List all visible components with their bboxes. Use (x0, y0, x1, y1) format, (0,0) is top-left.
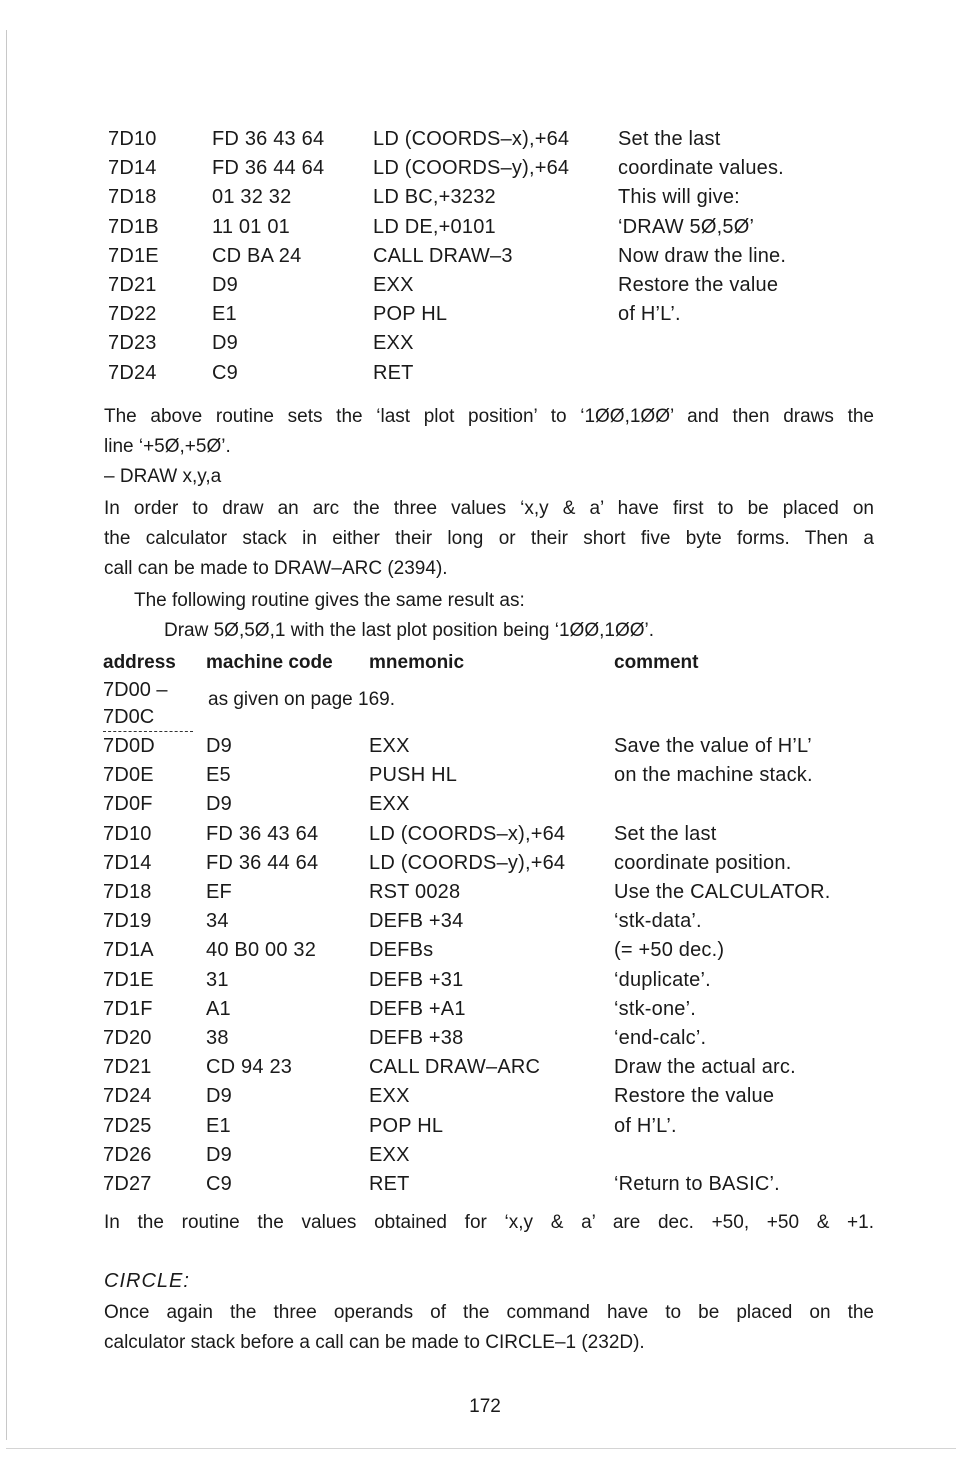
address-cell: 7D27 (103, 1173, 152, 1195)
listing-row (0, 153, 970, 183)
listing-row (0, 1023, 970, 1053)
machine-code-cell: CD 94 23 (206, 1056, 293, 1079)
listing-row (0, 299, 970, 329)
comment-cell: ‘stk-one’. (614, 997, 697, 1020)
mnemonic-cell: LD BC,+3232 (373, 186, 496, 209)
listing-row (0, 760, 970, 790)
comment-cell: Restore the value (618, 274, 779, 296)
header-comment: comment (614, 652, 699, 673)
machine-code-cell: FD 36 43 64 (212, 128, 325, 150)
listing-row (0, 1111, 970, 1141)
comment-cell: of H’L’. (618, 303, 681, 326)
address-cell: 7D21 (103, 1056, 152, 1079)
machine-code-cell: D9 (206, 793, 232, 816)
address-cell: 7D23 (108, 332, 157, 355)
listing-row (0, 877, 970, 907)
address-cell: 7D14 (108, 157, 157, 180)
comment-cell: ‘Return to BASIC’. (614, 1173, 780, 1195)
comment-cell: ‘end-calc’. (614, 1027, 707, 1049)
address-cell: 7D1A (103, 939, 154, 962)
address-cell: 7D22 (108, 303, 157, 326)
address-cell: 7D1E (103, 968, 154, 991)
machine-code-cell: C9 (212, 361, 238, 384)
mnemonic-cell: RST 0028 (369, 881, 461, 903)
machine-code-cell: E1 (212, 303, 237, 326)
address-cell: 7D10 (108, 128, 157, 150)
comment-cell: Now draw the line. (618, 244, 787, 267)
machine-code-cell: 01 32 32 (212, 186, 292, 209)
address-cell: 7D14 (103, 851, 152, 874)
address-cell: 7D18 (103, 881, 152, 903)
address-cell: 7D18 (108, 186, 157, 209)
header-mnemonic: mnemonic (369, 652, 465, 673)
address-cell: 7D21 (108, 274, 157, 296)
page-bottom-edge (6, 1448, 956, 1449)
listing-row (0, 819, 970, 849)
paragraph-arc-values (104, 1208, 874, 1238)
listing-row (0, 994, 970, 1024)
text-line: In the routine the values obtained for ‘x,y & a’ are dec. +50, +50 & +1. (104, 1212, 874, 1233)
comment-cell: Restore the value (614, 1085, 775, 1108)
page-number: 172 (469, 1396, 501, 1417)
header-machine-code: machine code (206, 652, 333, 673)
listing-row (0, 935, 970, 965)
address-cell: 7D0F (103, 793, 153, 816)
listing-row (0, 1140, 970, 1170)
mnemonic-cell: LD DE,+0101 (373, 215, 496, 238)
comment-cell: Set the last (618, 128, 721, 150)
draw-arc-label: – DRAW x,y,a (104, 466, 222, 487)
paragraph-draw-line-explanation (104, 402, 874, 462)
mnemonic-cell: EXX (373, 332, 414, 355)
range-note: as given on page 169. (208, 689, 395, 710)
text-line: In order to draw an arc the three values ‘x,y & a’ have first to be placed on (104, 498, 874, 519)
mnemonic-cell: DEFBs (369, 939, 434, 962)
address-cell: 7D1B (108, 215, 159, 238)
address-cell: 7D0E (103, 764, 154, 787)
mnemonic-cell: LD (COORDS–x),+64 (373, 128, 570, 150)
mnemonic-cell: CALL DRAW–3 (373, 244, 513, 267)
machine-code-cell: D9 (212, 274, 238, 296)
machine-code-cell: 40 B0 00 32 (206, 939, 317, 962)
comment-cell: of H’L’. (614, 1114, 677, 1137)
comment-cell: (= +50 dec.) (614, 939, 725, 962)
address-cell: 7D26 (103, 1143, 152, 1166)
address-cell: 7D24 (108, 361, 157, 384)
machine-code-cell: FD 36 44 64 (212, 157, 325, 180)
text-line: call can be made to DRAW–ARC (2394). (104, 558, 448, 579)
machine-code-cell: D9 (206, 735, 232, 757)
draw-example: Draw 5Ø,5Ø,1 with the last plot position being ‘1ØØ,1ØØ’. (164, 620, 655, 641)
machine-code-cell: EF (206, 881, 232, 903)
listing-row (0, 848, 970, 878)
listing-row (0, 1052, 970, 1082)
header-address: address (103, 652, 176, 673)
comment-cell: Use the CALCULATOR. (614, 881, 831, 903)
listing-row (0, 328, 970, 358)
machine-code-cell: 38 (206, 1027, 229, 1049)
machine-code-cell: 11 01 01 (212, 215, 290, 238)
range-end-address: 7D0C (103, 706, 155, 728)
range-start-address: 7D00 – (103, 679, 168, 701)
machine-code-cell: 34 (206, 910, 229, 933)
mnemonic-cell: LD (COORDS–y),+64 (369, 851, 566, 874)
listing-row (0, 358, 970, 388)
listing-row (0, 1169, 970, 1199)
listing-row (0, 731, 970, 761)
address-cell: 7D19 (103, 910, 152, 933)
mnemonic-cell: RET (373, 361, 414, 384)
text-line: Once again the three operands of the command have to be placed on the (104, 1302, 874, 1323)
paragraph-draw-arc (104, 494, 874, 584)
text-line: the calculator stack in either their long or their short five byte forms. Then a (104, 528, 874, 549)
mnemonic-cell: EXX (369, 1143, 410, 1166)
listing-row (0, 182, 970, 212)
machine-code-cell: A1 (206, 997, 231, 1020)
listing-row (0, 124, 970, 154)
listing-row (0, 212, 970, 242)
text-line: The above routine sets the ‘last plot position’ to ‘1ØØ,1ØØ’ and then draws the (104, 406, 874, 427)
comment-cell: ‘duplicate’. (614, 968, 711, 991)
mnemonic-cell: RET (369, 1173, 410, 1195)
machine-code-cell: CD BA 24 (212, 244, 302, 267)
machine-code-cell: D9 (206, 1085, 232, 1108)
address-cell: 7D10 (103, 822, 152, 845)
machine-code-cell: 31 (206, 968, 229, 991)
comment-cell: Save the value of H’L’ (614, 735, 812, 757)
address-cell: 7D1F (103, 997, 153, 1020)
comment-cell: coordinate values. (618, 157, 784, 180)
listing-row (0, 906, 970, 936)
machine-code-cell: FD 36 44 64 (206, 851, 319, 874)
mnemonic-cell: POP HL (373, 303, 448, 326)
machine-code-cell: E1 (206, 1114, 231, 1137)
text-line: calculator stack before a call can be made to CIRCLE–1 (232D). (104, 1332, 645, 1353)
address-cell: 7D0D (103, 735, 155, 757)
machine-code-cell: D9 (212, 332, 238, 355)
listing-row (0, 789, 970, 819)
mnemonic-cell: LD (COORDS–x),+64 (369, 822, 566, 845)
circle-heading: CIRCLE: (104, 1270, 190, 1292)
comment-cell: on the machine stack. (614, 764, 813, 787)
mnemonic-cell: LD (COORDS–y),+64 (373, 157, 570, 180)
mnemonic-cell: EXX (369, 735, 410, 757)
listing-row (0, 270, 970, 300)
listing-row (0, 241, 970, 271)
machine-code-cell: D9 (206, 1143, 232, 1166)
mnemonic-cell: DEFB +A1 (369, 997, 466, 1020)
mnemonic-cell: DEFB +34 (369, 910, 464, 933)
text-line: line ‘+5Ø,+5Ø’. (104, 436, 231, 457)
comment-cell: Draw the actual arc. (614, 1056, 796, 1079)
address-cell: 7D1E (108, 244, 159, 267)
mnemonic-cell: POP HL (369, 1114, 444, 1137)
mnemonic-cell: CALL DRAW–ARC (369, 1056, 541, 1079)
machine-code-cell: E5 (206, 764, 231, 787)
address-cell: 7D20 (103, 1027, 152, 1049)
mnemonic-cell: PUSH HL (369, 764, 458, 787)
mnemonic-cell: EXX (369, 793, 410, 816)
listing-row (0, 965, 970, 995)
listing-row (0, 1081, 970, 1111)
comment-cell: ‘DRAW 5Ø,5Ø’ (618, 215, 755, 238)
comment-cell: ‘stk-data’. (614, 910, 702, 933)
following-routine-intro: The following routine gives the same result as: (134, 590, 525, 611)
paragraph-circle (104, 1298, 874, 1358)
comment-cell: This will give: (618, 186, 740, 209)
address-cell: 7D25 (103, 1114, 152, 1137)
machine-code-cell: FD 36 43 64 (206, 822, 319, 845)
mnemonic-cell: DEFB +38 (369, 1027, 464, 1049)
mnemonic-cell: EXX (373, 274, 414, 296)
machine-code-cell: C9 (206, 1173, 232, 1195)
address-cell: 7D24 (103, 1085, 152, 1108)
mnemonic-cell: DEFB +31 (369, 968, 464, 991)
comment-cell: coordinate position. (614, 851, 792, 874)
mnemonic-cell: EXX (369, 1085, 410, 1108)
comment-cell: Set the last (614, 822, 717, 845)
